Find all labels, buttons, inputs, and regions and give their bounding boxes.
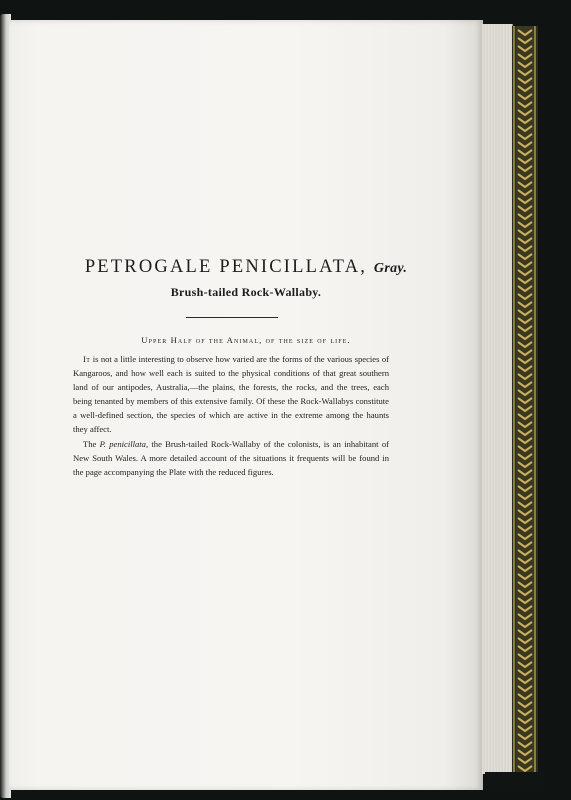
paragraph-2 (73, 437, 389, 479)
page-stack-edges (482, 24, 513, 774)
gilt-spine-ornament (512, 26, 538, 776)
species-italic: P. penicillata, (99, 438, 149, 449)
spine-bottom (485, 772, 545, 792)
paragraph-text: the Brush-tailed Rock-Wallaby of the colonists, is an inhabitant of New South Wales. A more detailed account of the situations it frequents will be found in the page accompanying the Plate with the reduced figures. (73, 438, 389, 477)
paragraph-lead: The (83, 438, 100, 449)
species-name: PETROGALE PENICILLATA, (84, 257, 368, 277)
gilt-pattern-icon (512, 26, 538, 776)
page-title (9, 257, 483, 278)
section-heading: Upper Half of the Animal, of the size of life. (141, 335, 351, 345)
paragraph-1 (73, 352, 389, 437)
body-text (73, 352, 389, 479)
title-divider (186, 317, 278, 318)
paragraph-lead: It (83, 354, 91, 364)
species-authority: Gray. (373, 261, 408, 276)
common-name: Brush-tailed Rock-Wallaby. (170, 285, 322, 299)
paragraph-text: is not a little interesting to observe how varied are the forms of the various species of Kangaroos, and how well each is suited to the physical conditions of that great southern land of our antipodes, Australia,—the plains, the forests, the rocks, and the trees, each being tenanted by members of this extensive family. Of these the Rock-Wallabys constitute a well-defined section, the species of which are active in the extreme among the haunts they affect. (73, 354, 389, 435)
